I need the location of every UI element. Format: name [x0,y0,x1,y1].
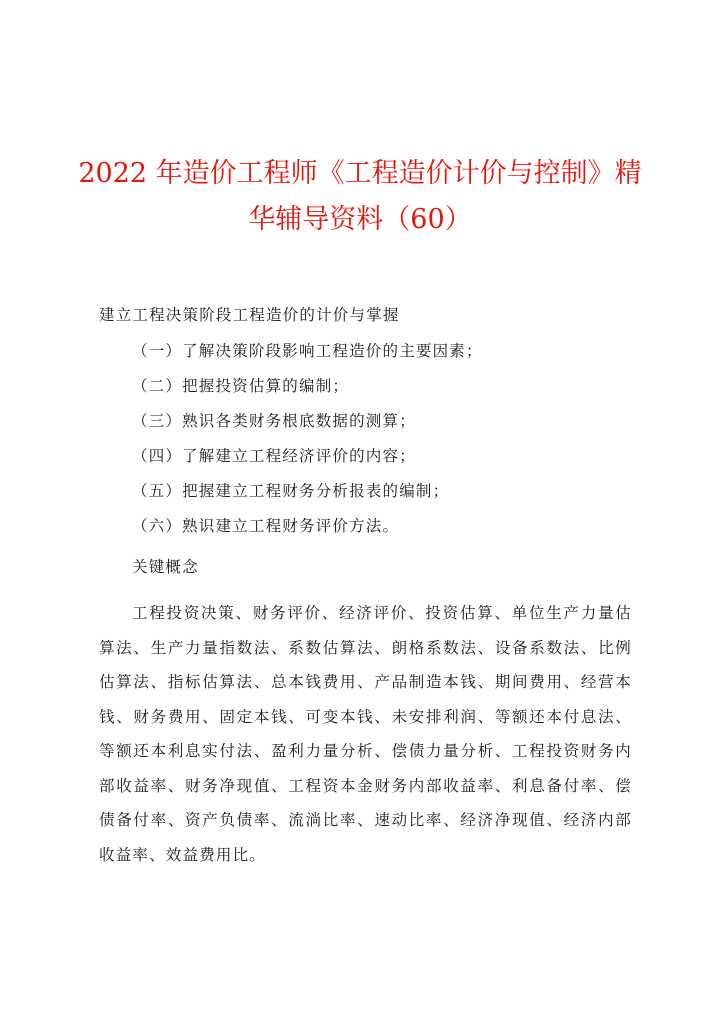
list-item: （六）熟识建立工程财务评价方法。 [132,517,400,535]
list-item: （三）熟识各类财务根底数据的测算； [132,412,416,430]
intro-text: 建立工程决策阶段工程造价的计价与掌握 [99,306,400,324]
document-title-line-1: 2022 年造价工程师《工程造价计价与控制》精 [78,158,642,189]
list-item: （二）把握投资估算的编制； [132,377,350,395]
list-item: （五）把握建立工程财务分析报表的编制； [132,482,450,500]
document-title-line-2: 华辅导资料（60） [248,204,472,235]
list-item: （四）了解建立工程经济评价的内容； [132,447,416,465]
section-heading: 关键概念 [132,558,199,576]
list-item: （一）了解决策阶段影响工程造价的主要因素； [132,342,483,360]
concepts-paragraph: 工程投资决策、财务评价、经济评价、投资估算、单位生产力量估算法、生产力量指数法、系数估算法、朗格系数法、设备系数法、比例估算法、指标估算法、总本钱费用、产品制造本钱、期间费用、经营本钱、财务费用、固定本钱、可变本钱、未安排利润、等额还本付息法、等额还本利息实付法、盈利力量分析、偿债力量分析、工程投资财务内部收益率、财务净现值、工程资本金财务内部收益率、利息备付率、偿债备付率、资产负债率、流淌比率、速动比率、经济净现值、经济内部收益率、效益费用比。 [99,604,632,864]
